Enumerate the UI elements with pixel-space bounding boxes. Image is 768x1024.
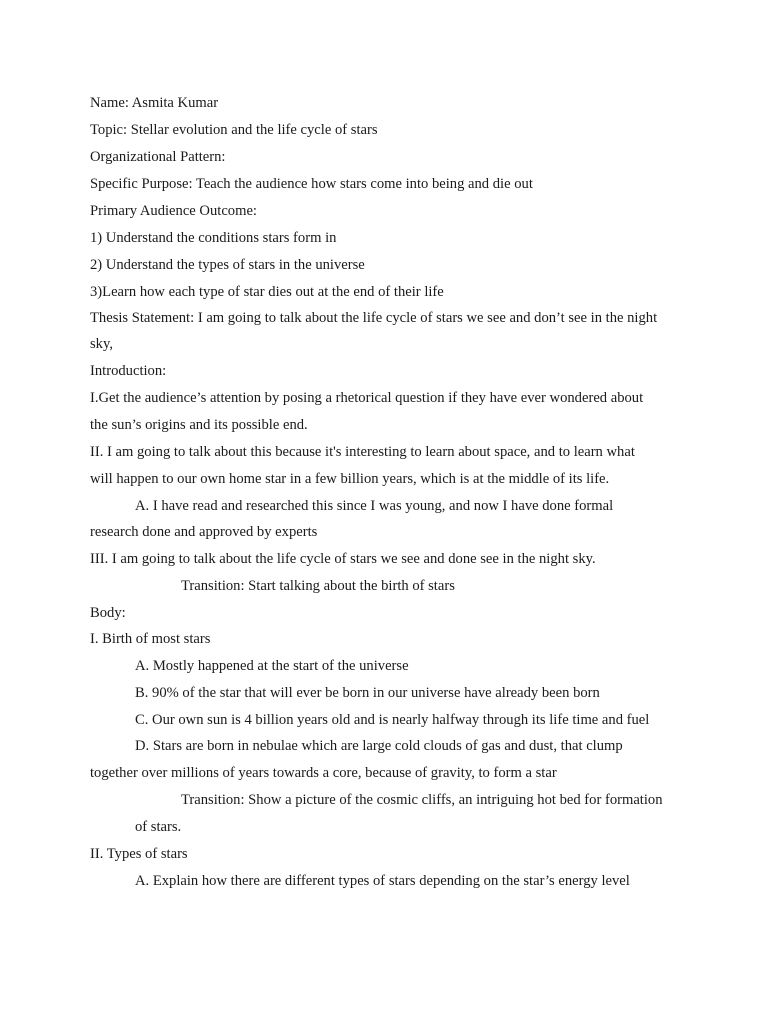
body-point-1-a: A. Mostly happened at the start of the universe xyxy=(135,658,409,674)
body-point-1-c: C. Our own sun is 4 billion years old and is nearly halfway through its life time and fuel xyxy=(135,712,650,728)
transition-2-continued: of stars. xyxy=(135,819,182,835)
outcome-item-3: 3)Learn how each type of star dies out at the end of their life xyxy=(90,284,444,300)
intro-point-3: III. I am going to talk about the life cycle of stars we see and done see in the night sky. xyxy=(90,551,596,567)
introduction-heading: Introduction: xyxy=(90,363,167,379)
body-point-2: II. Types of stars xyxy=(90,846,188,862)
body-point-1-d-continued: together over millions of years towards a core, because of gravity, to form a star xyxy=(90,765,557,781)
organizational-pattern-line: Organizational Pattern: xyxy=(90,149,226,165)
intro-point-1: I.Get the audience’s attention by posing a rhetorical question if they have ever wondered about xyxy=(90,390,644,406)
outcome-item-2: 2) Understand the types of stars in the universe xyxy=(90,257,365,273)
body-point-2-a: A. Explain how there are different types of stars depending on the star’s energy level xyxy=(135,873,630,889)
primary-audience-outcome-heading: Primary Audience Outcome: xyxy=(90,203,257,219)
transition-2: Transition: Show a picture of the cosmic cliffs, an intriguing hot bed for formation xyxy=(181,792,663,808)
intro-point-1-continued: the sun’s origins and its possible end. xyxy=(90,417,308,433)
body-point-1: I. Birth of most stars xyxy=(90,631,211,647)
thesis-statement-continued: sky, xyxy=(90,336,113,352)
name-line: Name: Asmita Kumar xyxy=(90,95,219,111)
body-point-1-d: D. Stars are born in nebulae which are large cold clouds of gas and dust, that clump xyxy=(135,738,623,754)
topic-line: Topic: Stellar evolution and the life cycle of stars xyxy=(90,122,378,138)
intro-point-2: II. I am going to talk about this because it's interesting to learn about space, and to learn what xyxy=(90,444,635,460)
transition-1: Transition: Start talking about the birth of stars xyxy=(181,578,455,594)
thesis-statement-line: Thesis Statement: I am going to talk about the life cycle of stars we see and don’t see in the night xyxy=(90,310,658,326)
specific-purpose-line: Specific Purpose: Teach the audience how stars come into being and die out xyxy=(90,176,533,192)
intro-point-2-continued: will happen to our own home star in a few billion years, which is at the middle of its life. xyxy=(90,471,610,487)
body-heading: Body: xyxy=(90,605,126,621)
intro-subpoint-a: A. I have read and researched this since I was young, and now I have done formal xyxy=(135,498,614,514)
body-point-1-b: B. 90% of the star that will ever be born in our universe have already been born xyxy=(135,685,600,701)
outcome-item-1: 1) Understand the conditions stars form in xyxy=(90,230,337,246)
intro-subpoint-a-continued: research done and approved by experts xyxy=(90,524,318,540)
